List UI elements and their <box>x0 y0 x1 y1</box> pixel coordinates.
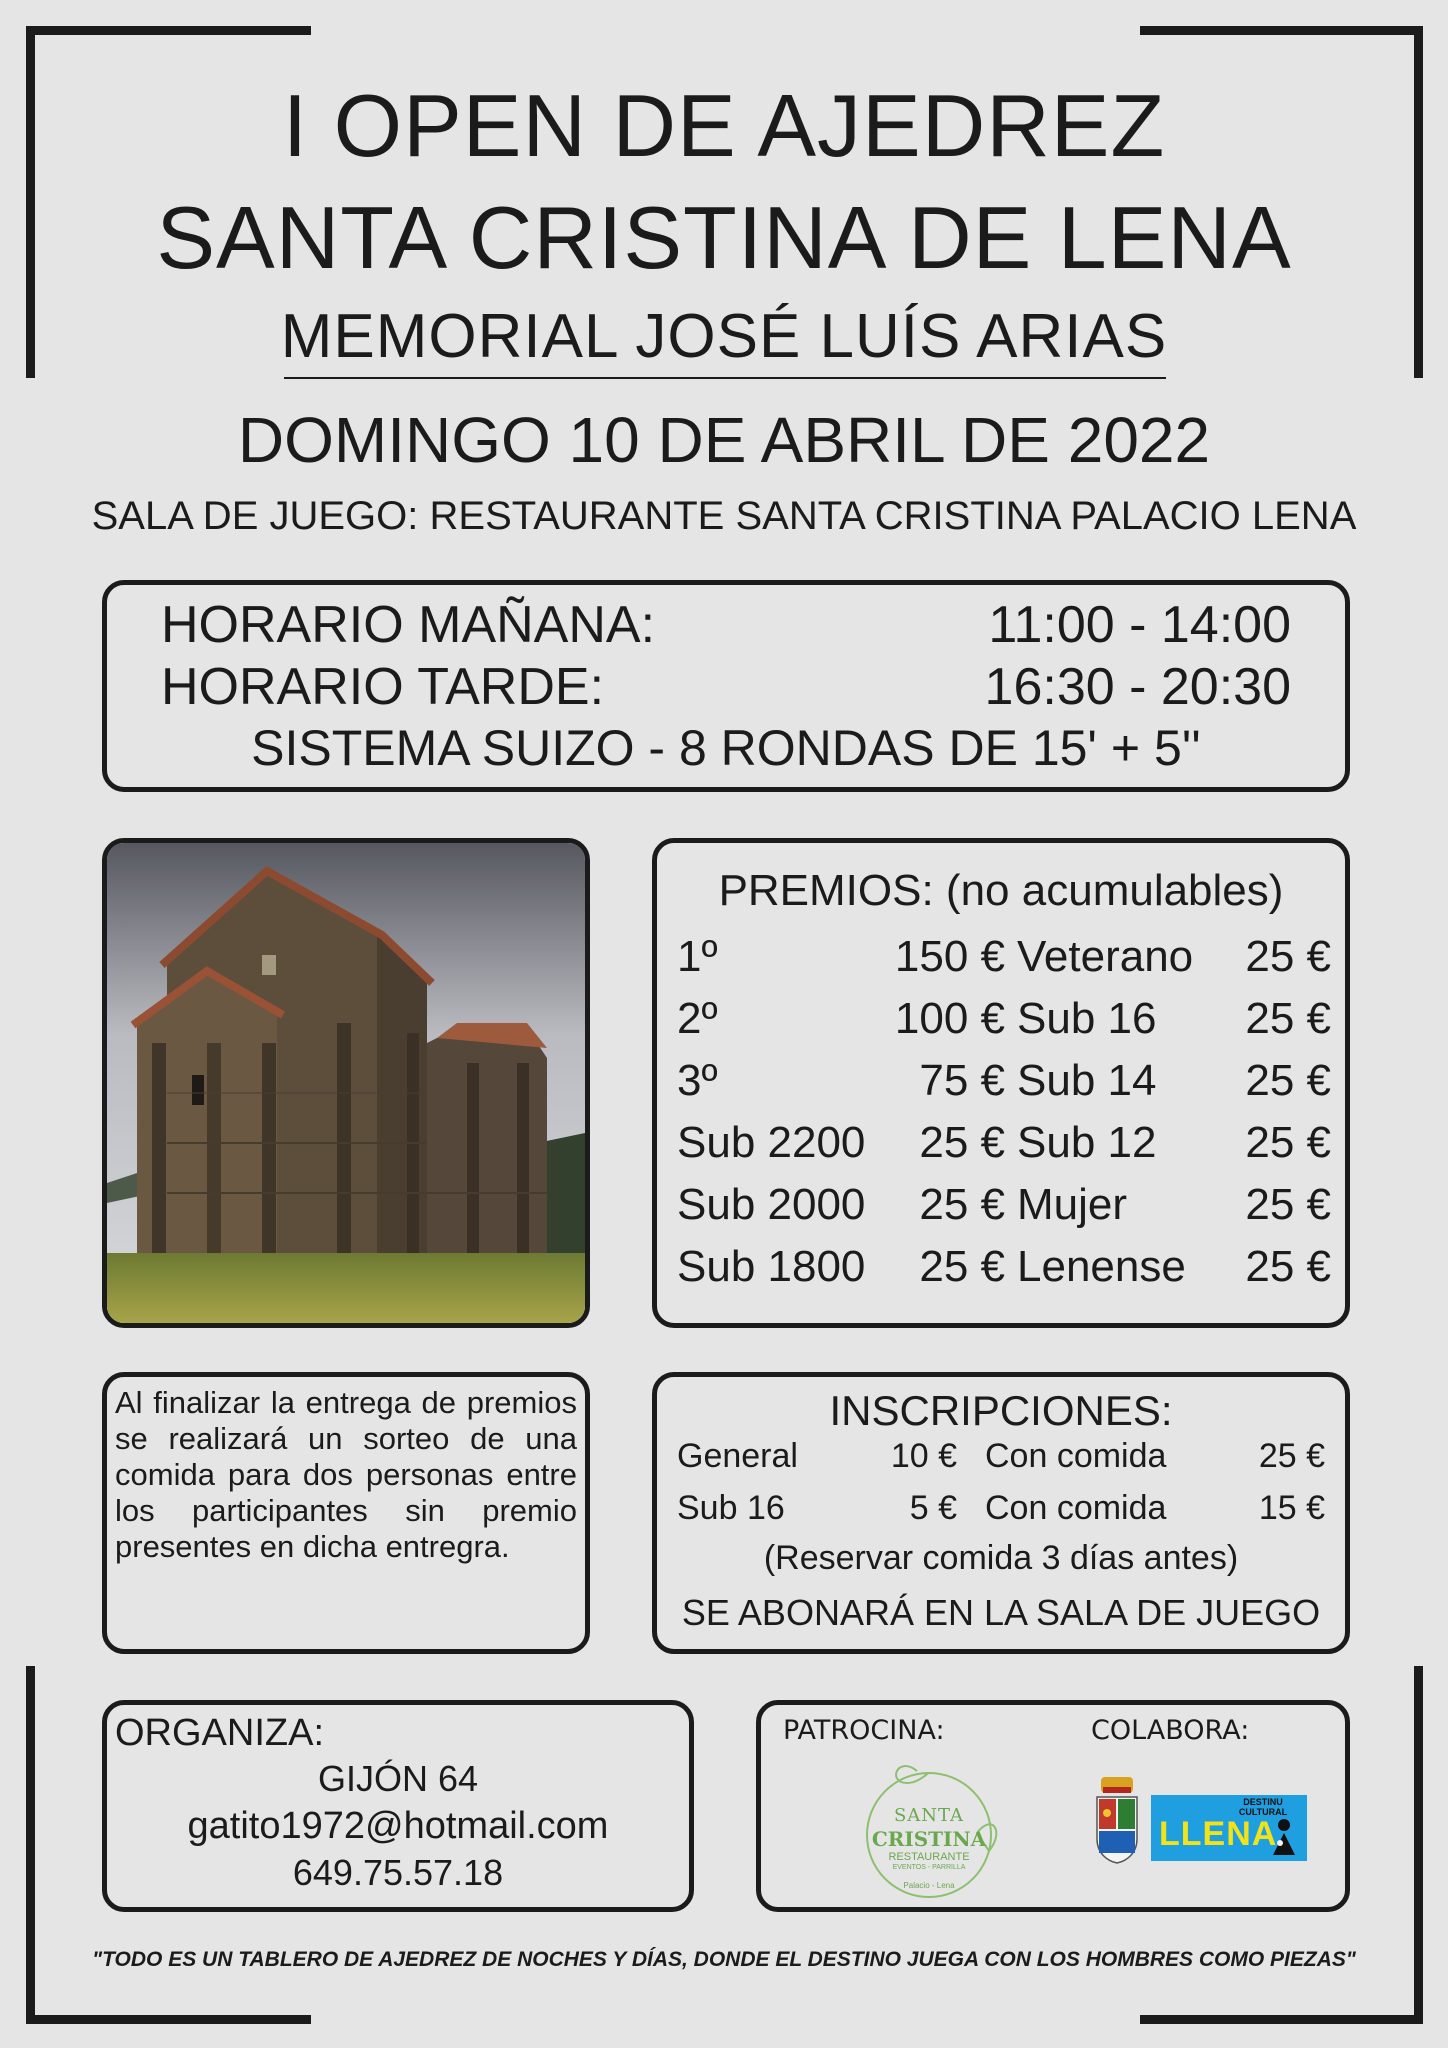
organizer-box <box>102 1700 694 1912</box>
collab-logo <box>1151 1795 1307 1861</box>
prize-right-amount: 25 € <box>1245 1180 1331 1229</box>
raffle-box <box>102 1372 590 1654</box>
prize-right-amount: 25 € <box>1245 1242 1331 1291</box>
coat-of-arms-icon <box>1093 1775 1141 1865</box>
church-photo <box>107 843 585 1323</box>
prize-right-label: Lenense <box>1017 1242 1186 1291</box>
registration-meal-price: 15 € <box>1258 1489 1325 1527</box>
morning-time: 11:00 - 14:00 <box>988 596 1291 654</box>
prize-right-label: Sub 12 <box>1017 1118 1157 1167</box>
footer-quote: "TODO ES UN TABLERO DE AJEDREZ DE NOCHES Y DÍAS, DONDE EL DESTINO JUEGA CON LOS HOMBRES COMO PIEZAS" <box>92 1948 1356 1971</box>
prize-right-amount: 25 € <box>1245 1118 1331 1167</box>
registration-heading: INSCRIPCIONES: <box>829 1387 1173 1434</box>
registration-payment: SE ABONARÁ EN LA SALA DE JUEGO <box>681 1592 1321 1633</box>
prize-right-amount: 25 € <box>1245 994 1331 1043</box>
prize-right-label: Mujer <box>1017 1180 1128 1229</box>
registration-label: Sub 16 <box>677 1489 785 1527</box>
prize-left-label: 2º <box>677 994 718 1043</box>
organizer-heading: ORGANIZA: <box>115 1712 325 1754</box>
registration-meal-price: 25 € <box>1258 1437 1325 1475</box>
prize-left-label: 1º <box>677 932 718 981</box>
registration-box <box>652 1372 1350 1654</box>
prize-left-label: Sub 2200 <box>677 1118 866 1167</box>
registration-price: 10 € <box>890 1437 957 1475</box>
prize-left-amount: 150 € <box>894 932 1005 981</box>
prize-left-amount: 100 € <box>894 994 1005 1043</box>
prize-left-label: Sub 1800 <box>677 1242 866 1291</box>
collab-logo-small: DESTINU CULTURAL <box>1238 1797 1288 1817</box>
sponsor-logo-line4: EVENTOS - PARRILLA <box>892 1864 966 1871</box>
registration-label: General <box>677 1437 798 1475</box>
raffle-text: Al finalizar la entrega de premios se realizará un sorteo de una comida para dos personas entre los participantes sin premio presentes en dicha entregra. <box>115 1385 577 1564</box>
prize-left-label: 3º <box>677 1056 718 1105</box>
prizes-box <box>652 838 1350 1328</box>
prize-left-amount: 75 € <box>919 1056 1005 1105</box>
afternoon-label: HORARIO TARDE: <box>161 658 605 716</box>
prizes-heading: PREMIOS: (no acumulables) <box>718 866 1284 915</box>
organizer-phone: 649.75.57.18 <box>292 1852 504 1893</box>
bracket-bottom-right-h <box>1140 2015 1423 2024</box>
sponsor-logo-line5: Palacio - Lena <box>903 1881 955 1890</box>
prize-right-amount: 25 € <box>1245 932 1331 981</box>
registration-price: 5 € <box>909 1489 957 1527</box>
registration-meal-label: Con comida <box>985 1489 1167 1527</box>
morning-label: HORARIO MAÑANA: <box>161 596 656 654</box>
event-date: DOMINGO 10 DE ABRIL DE 2022 <box>237 404 1211 476</box>
organizer-name: GIJÓN 64 <box>317 1758 479 1799</box>
venue: SALA DE JUEGO: RESTAURANTE SANTA CRISTINA PALACIO LENA <box>91 494 1357 538</box>
afternoon-time: 16:30 - 20:30 <box>984 658 1291 716</box>
prize-right-amount: 25 € <box>1245 1056 1331 1105</box>
bracket-top-left-h <box>26 26 311 35</box>
subtitle-memorial: MEMORIAL JOSÉ LUÍS ARIAS <box>280 302 1168 371</box>
prize-right-label: Sub 14 <box>1017 1056 1157 1105</box>
prize-left-amount: 25 € <box>919 1118 1005 1167</box>
sponsor-logo-line2: CRISTINA <box>871 1827 987 1851</box>
sponsor-logo-line1: SANTA <box>893 1805 965 1826</box>
schedule-box <box>102 580 1350 792</box>
bracket-top-right-h <box>1140 26 1423 35</box>
church-photo-frame <box>102 838 590 1328</box>
title-line-2: SANTA CRISTINA DE LENA <box>156 188 1292 287</box>
sponsor-heading: PATROCINA: <box>783 1715 945 1746</box>
title-line-1: I OPEN DE AJEDREZ <box>282 76 1166 175</box>
collab-logo-text: LLENA <box>1159 1815 1278 1853</box>
prize-left-amount: 25 € <box>919 1180 1005 1229</box>
sponsor-logo <box>857 1753 1007 1905</box>
organizer-email: gatito1972@hotmail.com <box>187 1805 609 1847</box>
dancer-icon <box>1269 1817 1299 1857</box>
prize-left-label: Sub 2000 <box>677 1180 866 1229</box>
subtitle-underline <box>284 377 1166 379</box>
sponsors-box <box>756 1700 1350 1912</box>
tournament-system: SISTEMA SUIZO - 8 RONDAS DE 15' + 5'' <box>251 720 1201 776</box>
collab-heading: COLABORA: <box>1091 1715 1250 1746</box>
prize-right-label: Sub 16 <box>1017 994 1157 1043</box>
registration-meal-label: Con comida <box>985 1437 1167 1475</box>
bracket-bottom-left-h <box>26 2015 311 2024</box>
sponsor-logo-line3: RESTAURANTE <box>888 1851 970 1863</box>
registration-note: (Reservar comida 3 días antes) <box>763 1539 1239 1577</box>
prize-left-amount: 25 € <box>919 1242 1005 1291</box>
prize-right-label: Veterano <box>1017 932 1194 981</box>
